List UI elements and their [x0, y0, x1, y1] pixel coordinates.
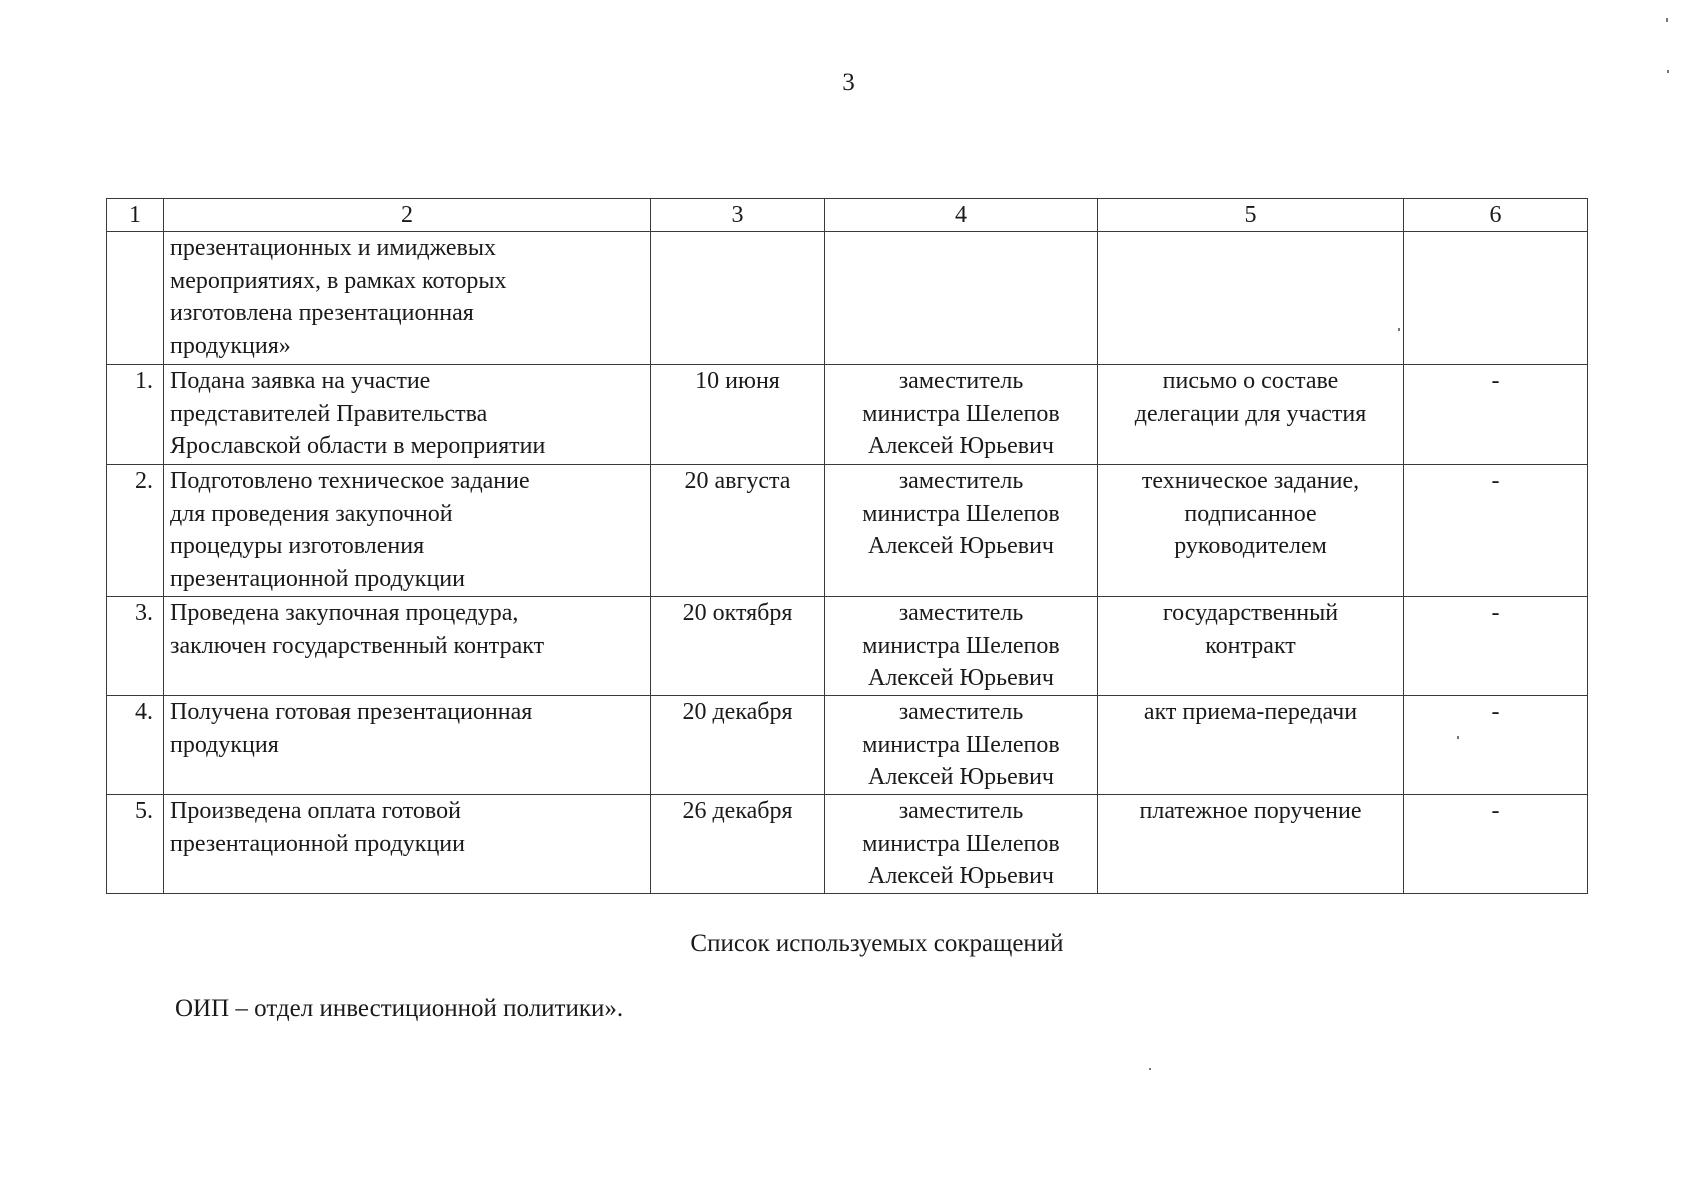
date-cell: 20 августа: [651, 465, 825, 597]
events-table: [106, 198, 1588, 894]
result-cell: платежное поручение: [1098, 795, 1404, 894]
scan-speck: [1457, 736, 1459, 739]
responsible-cell: заместитель министра Шелепов Алексей Юрьевич: [825, 465, 1098, 597]
date-cell: 10 июня: [651, 365, 825, 465]
row-number: 4.: [107, 696, 164, 795]
note-cell: -: [1404, 365, 1588, 465]
note-cell: -: [1404, 465, 1588, 597]
table-row: [107, 597, 1588, 696]
abbreviation-item: ОИП – отдел инвестиционной политики».: [175, 995, 624, 1022]
table-header-row: [107, 199, 1588, 232]
note-cell: -: [1404, 696, 1588, 795]
abbreviations-title: Список используемых сокращений: [690, 930, 1064, 957]
responsible-cell: заместитель министра Шелепов Алексей Юрьевич: [825, 597, 1098, 696]
result-cell: письмо о составе делегации для участия: [1098, 365, 1404, 465]
event-cell: Произведена оплата готовой презентационной продукции: [164, 795, 651, 894]
responsible-cell: заместитель министра Шелепов Алексей Юрьевич: [825, 795, 1098, 894]
row-number: 5.: [107, 795, 164, 894]
table-row: [107, 232, 1588, 365]
column-header: 4: [825, 199, 1098, 232]
column-header: 5: [1098, 199, 1404, 232]
result-cell: [1098, 232, 1404, 365]
event-cell: Подготовлено техническое задание для проведения закупочной процедуры изготовления презентационной продукции: [164, 465, 651, 597]
result-cell: акт приема-передачи: [1098, 696, 1404, 795]
table-row: [107, 365, 1588, 465]
date-cell: [651, 232, 825, 365]
event-cell: Проведена закупочная процедура, заключен государственный контракт: [164, 597, 651, 696]
responsible-cell: [825, 232, 1098, 365]
page-number: 3: [842, 69, 855, 96]
note-cell: -: [1404, 795, 1588, 894]
event-cell: Подана заявка на участие представителей Правительства Ярославской области в мероприятии: [164, 365, 651, 465]
responsible-cell: заместитель министра Шелепов Алексей Юрьевич: [825, 365, 1098, 465]
date-cell: 26 декабря: [651, 795, 825, 894]
date-cell: 20 декабря: [651, 696, 825, 795]
row-number: 1.: [107, 365, 164, 465]
column-header: 1: [107, 199, 164, 232]
scan-speck: [1666, 18, 1668, 22]
row-number: 3.: [107, 597, 164, 696]
column-header: 2: [164, 199, 651, 232]
scan-speck: [1667, 70, 1669, 73]
column-header: 3: [651, 199, 825, 232]
table-row: [107, 795, 1588, 894]
date-cell: 20 октября: [651, 597, 825, 696]
result-cell: государственный контракт: [1098, 597, 1404, 696]
note-cell: -: [1404, 597, 1588, 696]
column-header: 6: [1404, 199, 1588, 232]
row-number: 2.: [107, 465, 164, 597]
table-row: [107, 465, 1588, 597]
note-cell: [1404, 232, 1588, 365]
event-cell: Получена готовая презентационная продукция: [164, 696, 651, 795]
result-cell: техническое задание, подписанное руководителем: [1098, 465, 1404, 597]
scan-speck: [1149, 1068, 1151, 1070]
responsible-cell: заместитель министра Шелепов Алексей Юрьевич: [825, 696, 1098, 795]
row-number: [107, 232, 164, 365]
table-row: [107, 696, 1588, 795]
scan-speck: [1398, 328, 1400, 331]
event-cell: презентационных и имиджевых мероприятиях, в рамках которых изготовлена презентационная продукция»: [164, 232, 651, 365]
